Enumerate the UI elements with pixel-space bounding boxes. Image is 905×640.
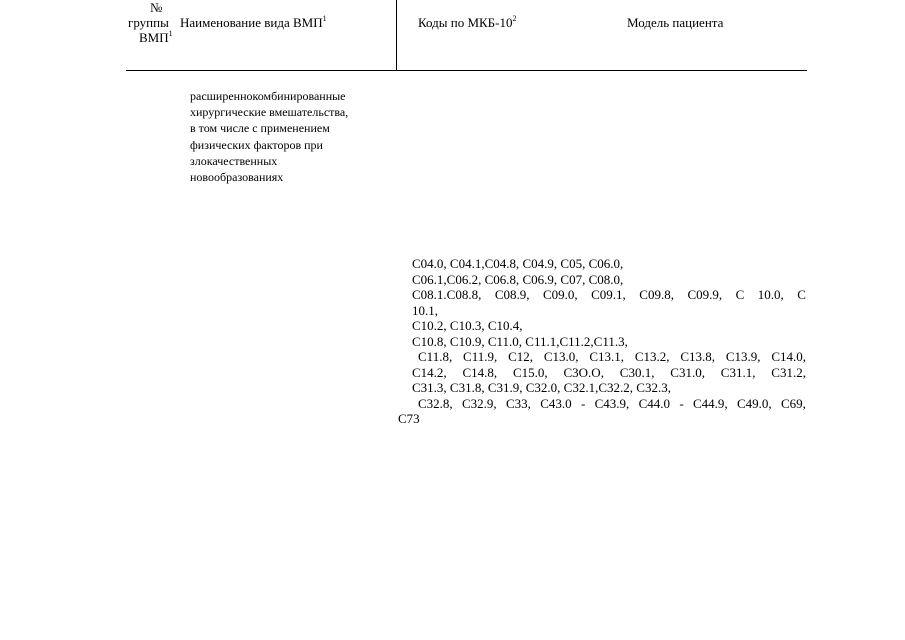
icd-code-word: C44.9, (692, 395, 728, 411)
icd-code-line (398, 349, 806, 365)
icd-code-word: C09.1, (591, 287, 626, 302)
vmp-name-footnote-mark: 1 (322, 14, 327, 23)
header-column-divider (396, 0, 397, 71)
icd-code-line (398, 365, 806, 381)
icd-code-word: C43.0 (540, 395, 572, 411)
icd-code-word: C44.0 (638, 395, 670, 411)
icd-code-word: C13.8, (680, 349, 715, 364)
icd-code-word: - (679, 395, 684, 411)
vmp-name-header-text: Наименование вида ВМП (180, 15, 323, 30)
icd-code-word: C09.8, (639, 287, 674, 302)
patient-model-header: Модель пациента (627, 15, 724, 30)
icd-codes-cell (398, 256, 806, 427)
icd-code-word: C49.0, (736, 395, 772, 411)
icd-code-line: C31.3, C31.8, C31.9, C32.0, C32.1,C32.2, C32.3, (412, 380, 671, 395)
icd-code-word: C09.9, (687, 287, 723, 302)
icd-code-line (398, 396, 806, 412)
icd-code-line: C04.0, C04.1,C04.8, C04.9, C05, C06.0, (412, 256, 624, 271)
icd-code-word: C14.0, (771, 349, 806, 364)
icd-code-word: C33, (505, 395, 531, 411)
vmp-name-line: новообразованиях (190, 170, 284, 185)
icd-code-word: C15.0, (513, 364, 548, 380)
icd-code-word: C11.9, (463, 349, 498, 364)
vmp-name-line: хирургические вмешательства, (190, 105, 349, 120)
group-label: группы (128, 15, 169, 30)
icd-code-word: C69, (780, 395, 806, 411)
vmp-name-line: физических факторов при (190, 137, 323, 152)
vmp-name-cell (190, 88, 348, 185)
icd-code-word: C13.0, (543, 349, 579, 364)
icd-code-word: C08.1.C08.8, (412, 287, 482, 302)
icd-code-line: C06.1,C06.2, C06.8, C06.9, C07, C08.0, (412, 271, 624, 287)
icd-code-word: C13.2, (634, 349, 670, 364)
icd-code-word: C3O.O, (563, 364, 604, 380)
icd-code-word: C13.1, (589, 349, 624, 364)
header-bottom-rule (126, 70, 807, 71)
vmp-name-line: злокачественных (190, 153, 278, 168)
vmp-name-line: расширеннокомбинированные (190, 89, 346, 103)
vmp-name-header (180, 15, 327, 30)
icd-code-word: C30.1, (619, 364, 655, 380)
icd-code-word: C14.8, (462, 364, 498, 380)
icd-code-word: C (735, 287, 745, 302)
icd-code-word: C43.9, (594, 395, 630, 411)
icd-code-word: C31.0, (670, 364, 705, 380)
icd-codes-header-text: Коды по МКБ-10 (418, 15, 513, 30)
icd-code-word: C14.2, (412, 364, 447, 380)
icd-code-word: - (580, 395, 586, 411)
icd-code-word: C32.9, (461, 395, 497, 411)
group-number-symbol: № (150, 0, 163, 15)
icd-code-word: C12, (508, 349, 533, 364)
icd-code-word: C31.2, (771, 364, 806, 380)
icd-code-line: C73 (398, 411, 420, 426)
vmp-group-header (139, 30, 173, 45)
vmp-name-line: в том числе с применением (190, 121, 330, 136)
icd-code-word: C32.8, (418, 395, 453, 411)
vmp-group-footnote-mark: 1 (168, 29, 173, 38)
icd-codes-footnote-mark: 2 (512, 14, 517, 23)
icd-code-line: 10.1, (412, 302, 438, 318)
icd-code-word: C09.0, (542, 287, 578, 302)
icd-code-line (398, 287, 806, 303)
icd-codes-header (418, 15, 516, 30)
icd-code-word: 10.0, (757, 287, 784, 302)
icd-code-word: C (797, 287, 806, 302)
icd-code-word: C11.8, (418, 349, 453, 364)
icd-code-word: C31.1, (720, 364, 756, 380)
icd-code-word: C08.9, (494, 287, 530, 302)
icd-code-line: C10.8, C10.9, C11.0, C11.1,C11.2,C11.3, (412, 333, 628, 349)
icd-code-line: C10.2, C10.3, C10.4, (412, 318, 523, 333)
icd-code-word: C13.9, (725, 349, 761, 364)
vmp-group-header-text: ВМП (139, 30, 169, 45)
